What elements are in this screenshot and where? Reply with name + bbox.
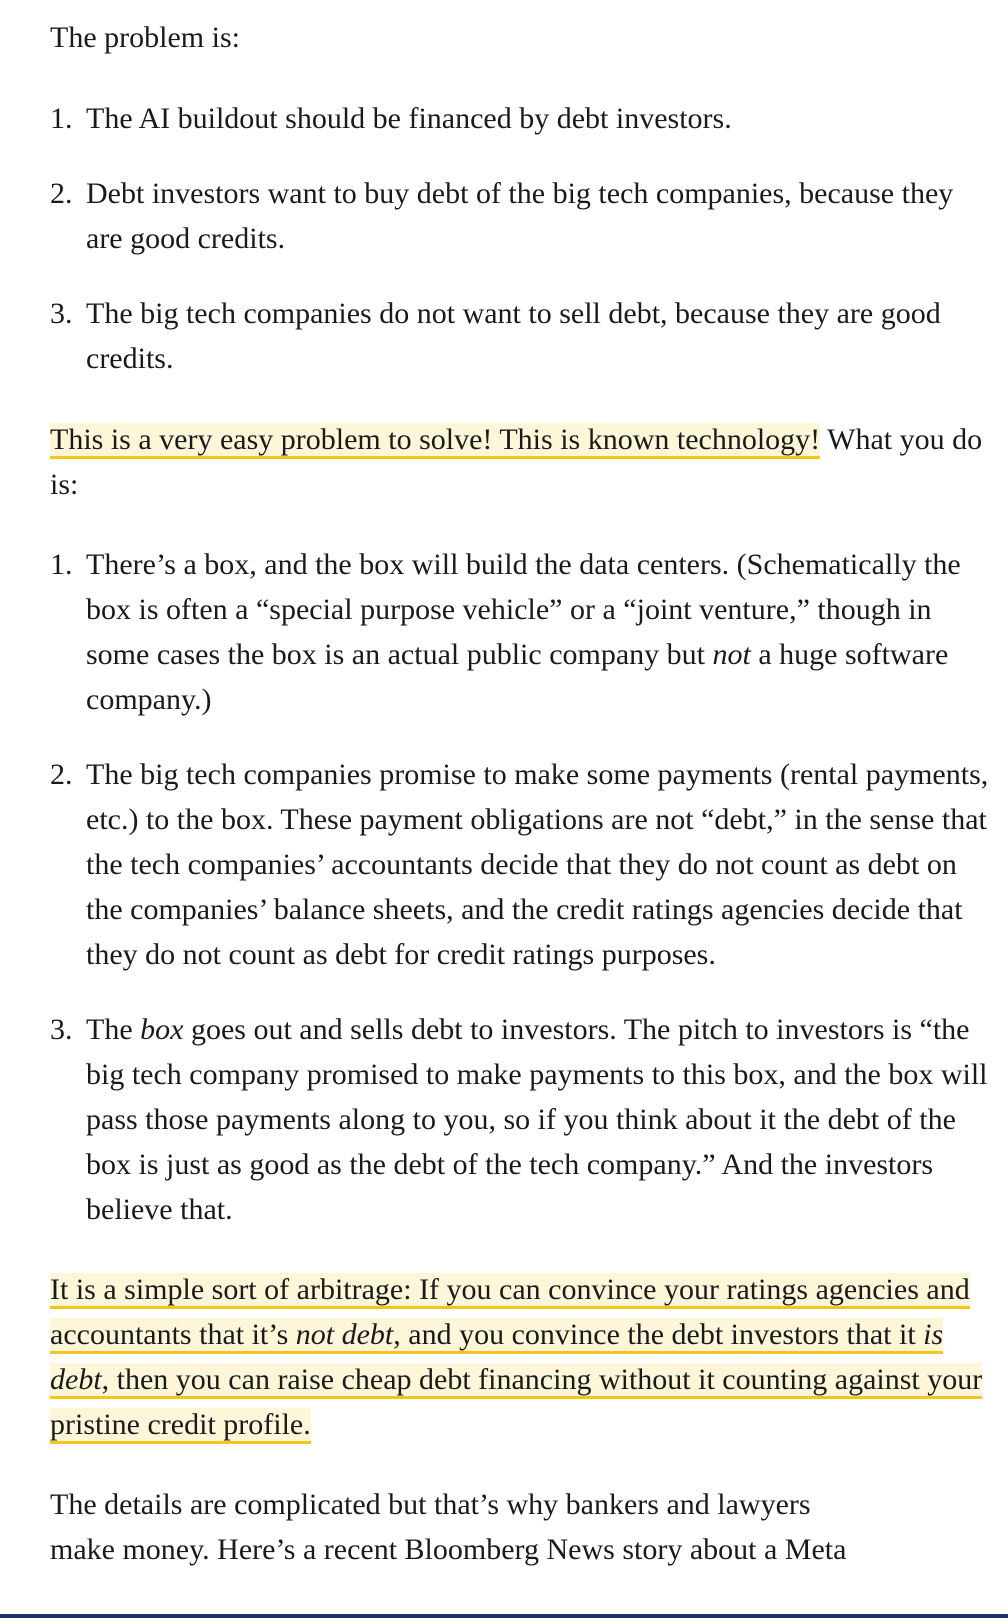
details-line: The details are complicated but that’s why bankers and lawyers [50, 1488, 811, 1521]
solution-text: There’s a box, and the box will build the data centers. (Schematically the box is often a “special purpose vehicle” or a “joint venture,” though in some cases the box is an actual public company but [86, 548, 961, 671]
solution-text: goes out and sells debt to investors. The pitch to investors is “the big tech company promised to make payments to this box, and the box will pass those payments along to you, so if you think about it the debt of the box is just as good as the debt of the tech company.” And the investors believe that. [86, 1013, 988, 1226]
solution-text: The [86, 1013, 141, 1046]
highlighted-passage[interactable]: This is a very easy problem to solve! This is known technology! [50, 423, 820, 459]
details-paragraph [50, 1482, 990, 1572]
problem-list-item: The big tech companies do not want to sell debt, because they are good credits. [86, 297, 941, 375]
arbitrage-text: , and you convince the debt investors that it [393, 1318, 924, 1351]
solution-list [50, 542, 990, 1232]
details-line: make money. Here’s a recent Bloomberg News story about a Meta [50, 1533, 847, 1566]
solution-text: a huge software company.) [86, 638, 949, 716]
solution-list-item [86, 1007, 990, 1232]
solution-list-item [86, 542, 990, 722]
emphasis-text: box [140, 1013, 184, 1046]
problem-list-item: Debt investors want to buy debt of the big tech companies, because they are good credits. [86, 177, 954, 255]
emphasis-text: not debt [295, 1318, 394, 1351]
emphasis-text: is debt [50, 1318, 944, 1396]
arbitrage-text: , then you can raise cheap debt financing without it counting against your pristine credit profile. [50, 1363, 983, 1441]
solution-list-item: The big tech companies promise to make some payments (rental payments, etc.) to the box. These payment obligations are not “debt,” in the sense that the tech companies’ accountants decide that they do not count as debt on the companies’ balance sheets, and the credit ratings agencies decide that they do not count as debt for credit ratings purposes. [86, 758, 989, 971]
arbitrage-text: It is a simple sort of arbitrage: If you can convince your ratings agencies and accountants that it’s [50, 1273, 970, 1351]
arbitrage-paragraph [50, 1267, 990, 1447]
easy-paragraph-rest: What you do is: [50, 423, 983, 501]
bottom-toolbar-edge [0, 1614, 1008, 1618]
problem-list [50, 96, 990, 381]
article-body [50, 0, 990, 1572]
intro-paragraph: The problem is: [50, 21, 240, 54]
emphasis-text: not [712, 638, 751, 671]
problem-list-item: The AI buildout should be financed by debt investors. [86, 102, 732, 135]
highlighted-passage[interactable] [50, 1273, 982, 1444]
easy-paragraph [50, 417, 990, 507]
